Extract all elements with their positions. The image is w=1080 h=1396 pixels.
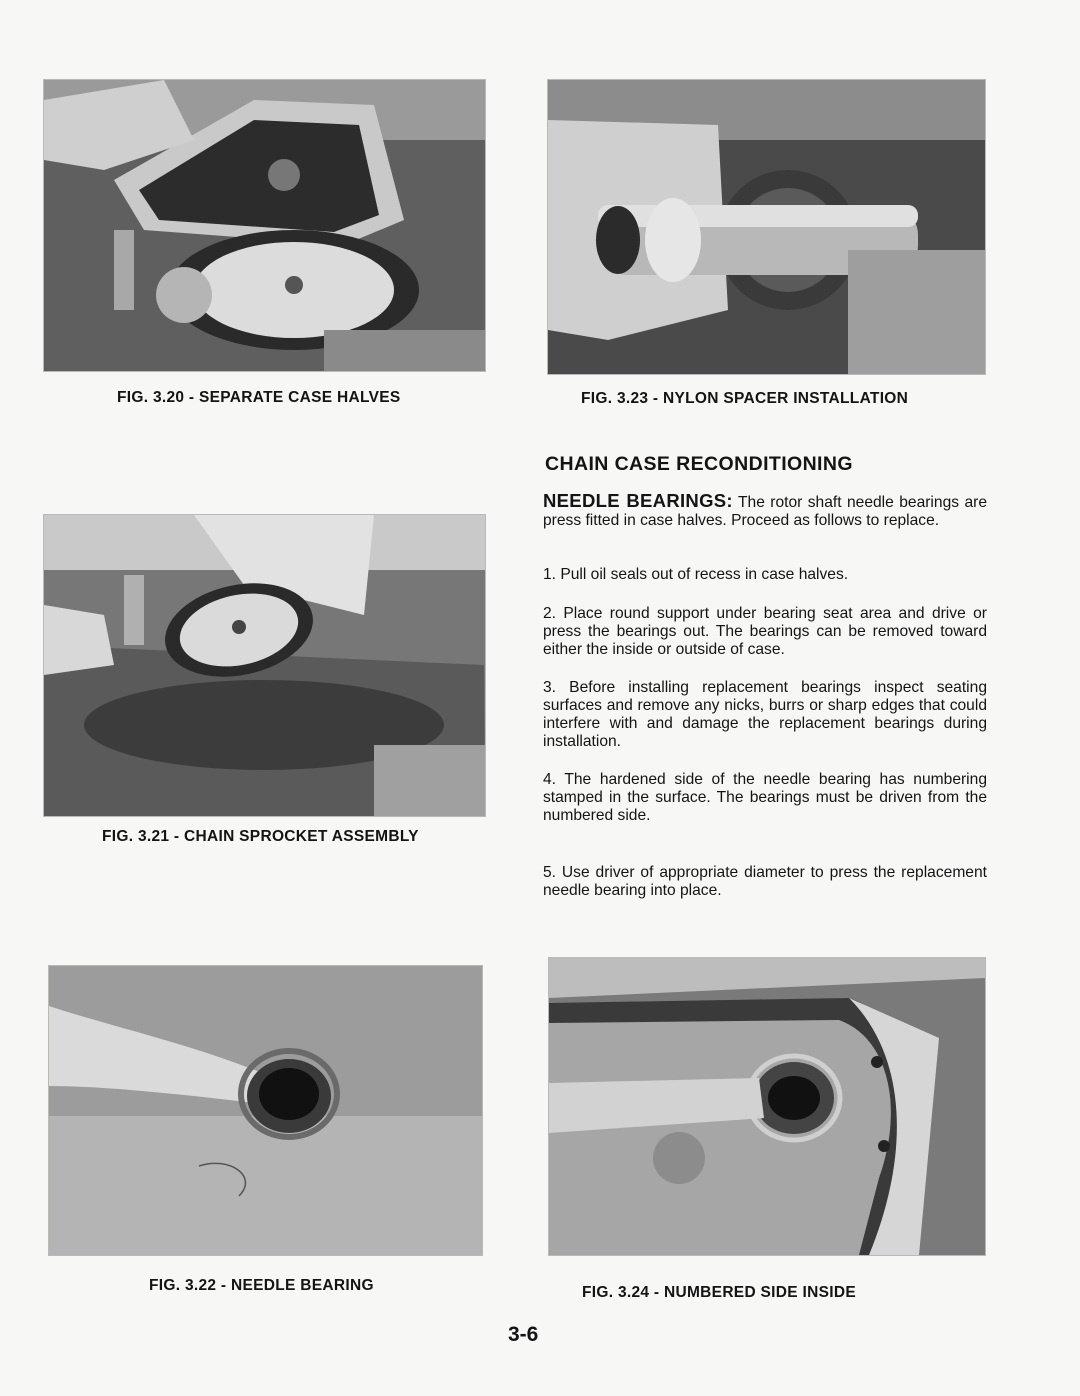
intro-body: The rotor shaft needle bearings are press fitted in case halves. Proceed as follows to replace. [543,494,987,529]
step-1: 1. Pull oil seals out of recess in case halves. [543,566,849,583]
caption-fig-3-24: FIG. 3.24 - NUMBERED SIDE INSIDE [582,1284,857,1301]
photo-numbered-side-inside [549,958,985,1255]
step-4: 4. The hardened side of the needle bearing has numbering stamped in the surface. The bearings must be driven from the numbered side. [543,771,987,824]
photo-needle-bearing [49,966,482,1255]
photo-nylon-spacer-installation [548,80,985,374]
caption-fig-3-21: FIG. 3.21 - CHAIN SPROCKET ASSEMBLY [102,828,419,845]
intro-lead: NEEDLE BEARINGS: [543,490,733,511]
caption-fig-3-23: FIG. 3.23 - NYLON SPACER INSTALLATION [581,390,909,407]
caption-fig-3-22: FIG. 3.22 - NEEDLE BEARING [149,1277,374,1294]
caption-fig-3-20: FIG. 3.20 - SEPARATE CASE HALVES [117,389,401,406]
intro-paragraph [543,492,987,530]
photo-chain-sprocket-assembly [44,515,485,816]
step-2: 2. Place round support under bearing seat area and drive or press the bearings out. The bearings can be removed toward either the inside or outside of case. [543,605,987,658]
step-3: 3. Before installing replacement bearings inspect seating surfaces and remove any nicks, burrs or sharp edges that could interfere with and damage the replacement bearings during installation. [543,679,987,750]
section-heading: CHAIN CASE RECONDITIONING [545,453,853,475]
step-5: 5. Use driver of appropriate diameter to press the replacement needle bearing into place. [543,864,987,899]
photo-separate-case-halves [44,80,485,371]
page-number: 3-6 [508,1323,539,1346]
